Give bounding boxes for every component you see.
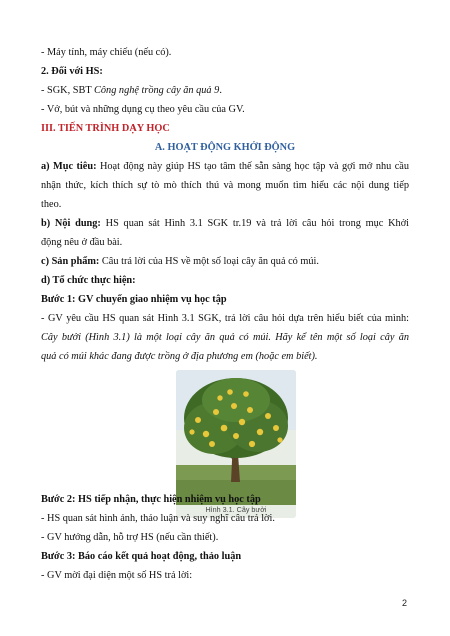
text-span: - SGK, SBT (41, 85, 95, 96)
label-noi-dung: b) Nội dung: (41, 218, 101, 229)
paragraph-line (41, 160, 409, 173)
text-span: Câu trả lời của HS về một số loại cây ăn quả có múi. (99, 256, 319, 267)
section-heading-iii: III. TIẾN TRÌNH DẠY HỌC (41, 123, 170, 134)
figure-caption: Hình 3.1. Cây bưởi (205, 505, 267, 514)
activity-heading-a: A. HOẠT ĐỘNG KHỞI ĐỘNG (154, 142, 296, 153)
paragraph-line (41, 255, 319, 268)
section-heading: 2. Đối với HS: (41, 66, 103, 77)
paragraph-line: Cây bưởi (Hình 3.1) là một loại cây ăn quả có múi. Hãy kể tên một số loại cây ăn (41, 332, 409, 343)
text-line: - HS quan sát hình ảnh, thảo luận và suy nghĩ câu trả lời. (41, 513, 275, 524)
step-heading: Bước 3: Báo cáo kết quả hoạt động, thảo luận (41, 551, 242, 562)
paragraph-line: - GV yêu cầu HS quan sát Hình 3.1 SGK, trả lời câu hỏi dựa trên hiểu biết của mình: (41, 313, 409, 324)
paragraph-line (41, 217, 409, 230)
paragraph-line: theo. (41, 199, 62, 210)
step-heading: Bước 1: GV chuyển giao nhiệm vụ học tập (41, 294, 227, 305)
text-line (41, 84, 222, 97)
text-span: Hoạt động này giúp HS tạo tâm thế sẵn sàng học tập và gợi mở nhu cầu (96, 161, 409, 172)
step-heading: Bước 2: HS tiếp nhận, thực hiện nhiệm vụ học tập (41, 494, 261, 505)
text-span: . (219, 85, 222, 96)
paragraph-line: nhận thức, kích thích sự tò mò thích thú và mong muốn tìm hiểu các nội dung tiếp (41, 180, 409, 191)
text-span: HS quan sát Hình 3.1 SGK tr.19 và trả lời câu hỏi trong mục Khởi (100, 218, 409, 229)
page-number: 2 (401, 598, 407, 608)
text-line: - GV hướng dẫn, hỗ trợ HS (nếu cần thiết). (41, 532, 219, 543)
text-line: - Vở, bút và những dụng cụ theo yêu cầu của GV. (41, 104, 245, 115)
paragraph-line: quả có múi khác đang được trồng ở địa phương em (hoặc em biết). (41, 351, 318, 362)
label-muc-tieu: a) Mục tiêu: (41, 161, 97, 172)
text-line: - GV mời đại diện một số HS trả lời: (41, 570, 193, 581)
section-heading: d) Tổ chức thực hiện: (41, 275, 136, 286)
book-title: Công nghệ trồng cây ăn quả 9 (94, 85, 220, 96)
label-san-pham: c) Sản phẩm: (41, 256, 100, 267)
paragraph-line: động nêu ở đầu bài. (41, 237, 123, 248)
text-line: - Máy tính, máy chiếu (nếu có). (41, 47, 172, 58)
